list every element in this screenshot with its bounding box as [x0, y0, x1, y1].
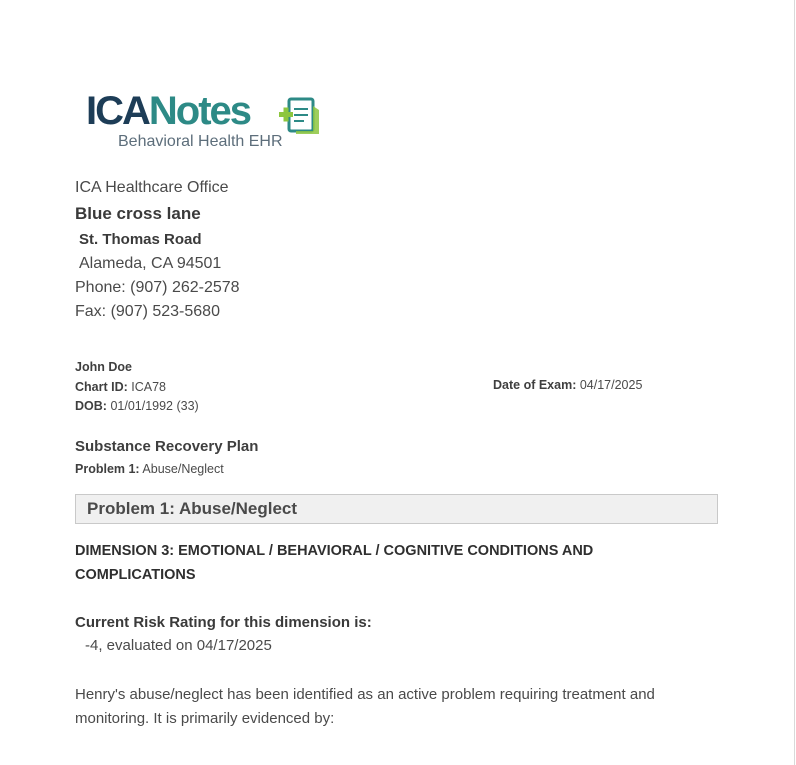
- logo-tagline: Behavioral Health EHR: [118, 133, 283, 150]
- chart-id-label: Chart ID:: [75, 379, 128, 394]
- address-line-2: St. Thomas Road: [79, 231, 202, 248]
- dob-row: [75, 397, 715, 417]
- risk-rating-block: [75, 612, 715, 658]
- problem-row: [75, 459, 258, 479]
- exam-date-label: Date of Exam:: [493, 378, 577, 392]
- plan-title: Substance Recovery Plan: [75, 438, 259, 455]
- office-phone: Phone: (907) 262-2578: [75, 279, 240, 296]
- problem-value: Abuse/Neglect: [142, 462, 224, 476]
- exam-date-row: [493, 376, 642, 396]
- icanotes-logo: [86, 88, 326, 158]
- dob-value: 01/01/1992 (33): [110, 399, 199, 413]
- problem-label: Problem 1:: [75, 462, 140, 476]
- problem-section-heading: [75, 494, 718, 524]
- chart-id-value: ICA78: [131, 379, 167, 394]
- logo-wordmark: [86, 88, 250, 134]
- office-name: ICA Healthcare Office: [75, 179, 229, 196]
- risk-rating-label: Current Risk Rating for this dimension is:: [75, 614, 372, 631]
- dimension-heading: DIMENSION 3: EMOTIONAL / BEHAVIORAL / COGNITIVE CONDITIONS AND COMPLICATIONS: [75, 543, 594, 583]
- plan-header: [75, 436, 258, 479]
- logo-notes-text: Notes: [148, 89, 251, 133]
- risk-rating-value: -4, evaluated on 04/17/2025: [85, 637, 272, 654]
- exam-date-value: 04/17/2025: [579, 378, 643, 392]
- office-address-block: [75, 176, 575, 324]
- problem-narrative: Henry's abuse/neglect has been identified as an active problem requiring treatment and monitoring. It is primarily evidenced by:: [75, 686, 655, 727]
- office-fax: Fax: (907) 523-5680: [75, 303, 220, 320]
- problem-section-title: Problem 1: Abuse/Neglect: [87, 499, 298, 518]
- address-line-1: Blue cross lane: [75, 204, 201, 223]
- logo-ica-text: ICA: [86, 89, 149, 133]
- dob-label: DOB:: [75, 399, 107, 413]
- document-plus-icon: [274, 96, 322, 134]
- patient-name: John Doe: [75, 360, 132, 374]
- city-state-zip: Alameda, CA 94501: [79, 255, 222, 272]
